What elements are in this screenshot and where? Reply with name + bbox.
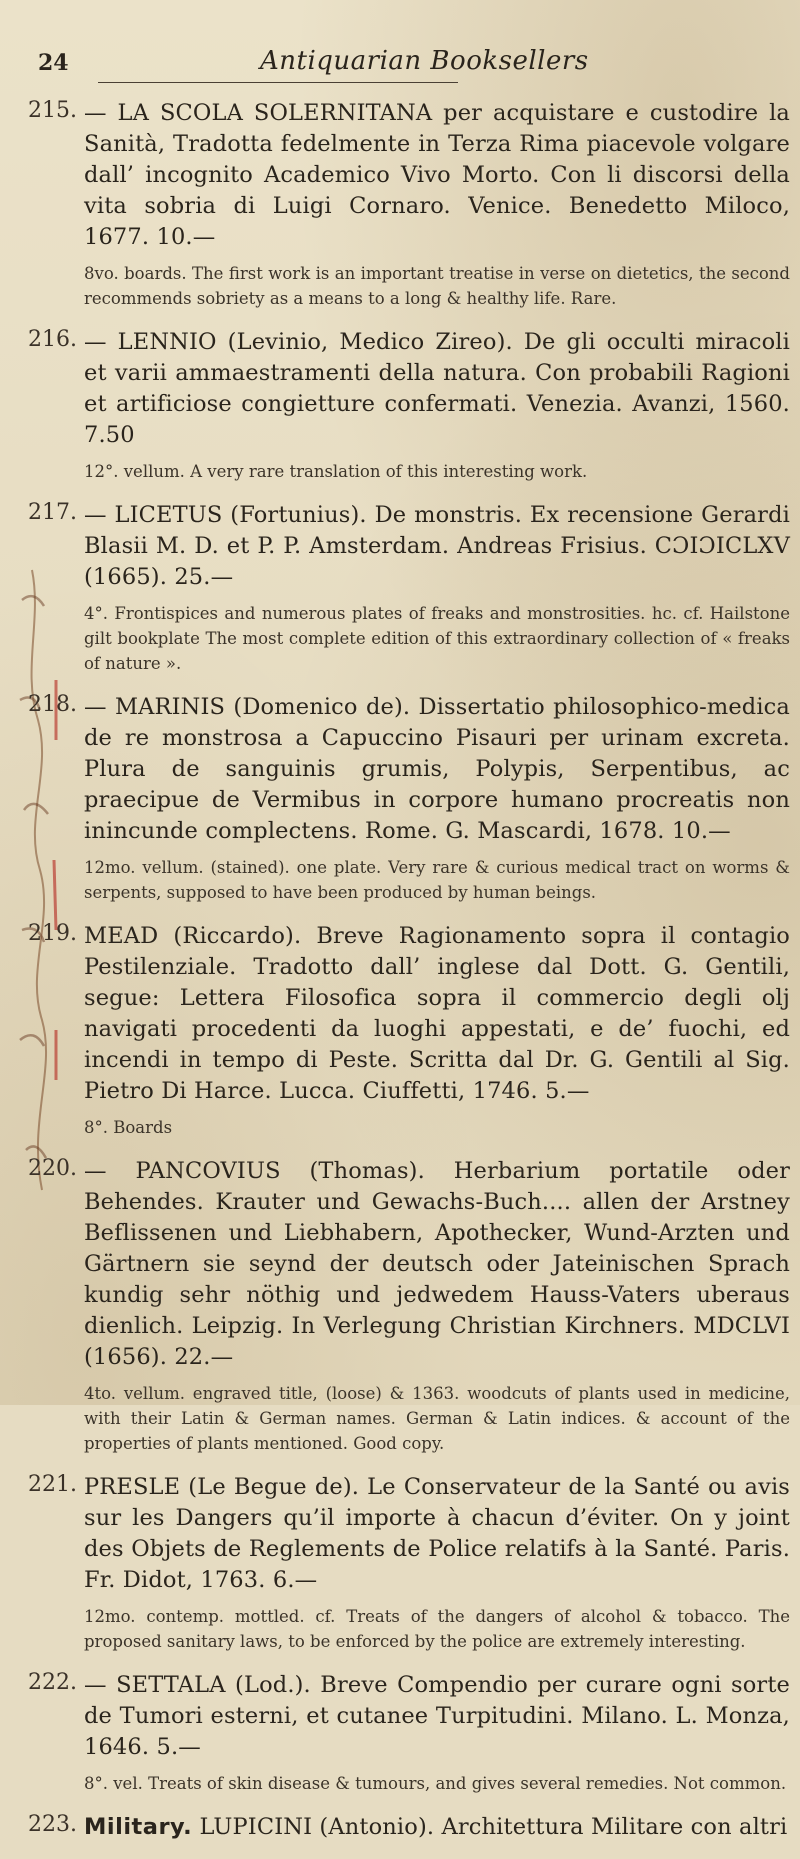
entry-number: 218. (28, 692, 77, 717)
entry-price: 10.— (156, 224, 216, 250)
entry-title: — MARINIS (Domenico de). Dissertatio philosophico-medica de re monstrosa a Capuccino Pisauri per urinam excreta. Plura de sanguinis grumis, Polypis, Serpentibus, ac praecipue de Vermibus in corpore humano procreatis non inincunde complectens. Rome. G. Mascardi, 1678. 10.— (84, 694, 790, 844)
entry-number: 219. (28, 921, 77, 946)
entry-price: 5.— (545, 1078, 590, 1104)
page-number: 24 (38, 50, 69, 76)
catalogue-entry-216 (20, 327, 790, 484)
catalogue-entry-219 (20, 921, 790, 1140)
entry-description: 12°. vellum. A very rare translation of this interesting work. (84, 462, 588, 481)
entry-description: 12mo. vellum. (stained). one plate. Very rare & curious medical tract on worms & serpents, supposed to have been produced by human beings. (84, 858, 790, 902)
entry-description: 12mo. contemp. mottled. cf. Treats of the dangers of alcohol & tobacco. The proposed sanitary laws, to be enforced by the police are extremely interesting. (84, 1607, 790, 1651)
entry-title: — SETTALA (Lod.). Breve Compendio per curare ogni sorte de Tumori esterni, et cutanee Turpitudini. Milano. L. Monza, 1646. 5.— (84, 1672, 790, 1760)
entry-price: 5.— (156, 1734, 201, 1760)
catalogue-entry-222 (20, 1670, 790, 1796)
catalogue-entry-223 (20, 1812, 790, 1843)
entry-number: 220. (28, 1156, 77, 1181)
entry-price: 10.— (671, 818, 731, 844)
catalogue-entry-218 (20, 692, 790, 905)
entry-title: — PANCOVIUS (Thomas). Herbarium portatile oder Behendes. Krauter und Gewachs-Buch.... allen der Arstney Beflissenen und Liebhabern, Apothecker, Wund-Arzten und Gärtnern sie seynd der deutsch oder Jateinischen Sprach kundig sehr nöthig und jedwedem Hauss-Vaters uberaus dienlich. Leipzig. In Verlegung Christian Kirchners. MDCLVI (1656). 22.— (84, 1158, 790, 1370)
catalogue-entries (20, 98, 790, 1859)
entry-number: 216. (28, 327, 77, 352)
entry-description: 4to. vellum. engraved title, (loose) & 1363. woodcuts of plants used in medicine, with their Latin & German names. German & Latin indices. & account of the properties of plants mentioned. Good copy. (84, 1384, 790, 1453)
entry-price: 25.— (174, 564, 234, 590)
catalogue-entry-215 (20, 98, 790, 311)
entry-title: — LICETUS (Fortunius). De monstris. Ex recensione Gerardi Blasii M. D. et P. P. Amsterdam. Andreas Frisius. CƆIƆICLXV (1665). 25.— (84, 502, 790, 590)
header-rule (98, 82, 458, 83)
entry-price: 22.— (174, 1344, 234, 1370)
entry-title: — LA SCOLA SOLERNITANA per acquistare e custodire la Sanità, Tradotta fedelmente in Terza Rima piacevole volgare dall’ incognito Academico Vivo Morto. Con li discorsi della vita sobria di Luigi Cornaro. Venice. Benedetto Miloco, 1677. 10.— (84, 100, 790, 250)
entry-title: MEAD (Riccardo). Breve Ragionamento sopra il contagio Pestilenziale. Tradotto dall’ inglese dal Dott. G. Gentili, segue: Lettera Filosofica sopra il commercio degli olj navigati procedenti da luoghi appestati, e de’ fuochi, ed incendi in tempo di Peste. Scritta dal Dr. G. Gentili al Sig. Pietro Di Harce. Lucca. Ciuffetti, 1746. 5.— (84, 923, 790, 1104)
page-header (38, 42, 778, 82)
section-label: Military. (84, 1814, 193, 1840)
entry-title: Military. LUPICINI (Antonio). Architettura Militare con altri (84, 1814, 788, 1840)
entry-description: 4°. Frontispices and numerous plates of freaks and monstrosities. hc. cf. Hailstone gilt bookplate The most complete edition of this extraordinary collection of « freaks of nature ». (84, 604, 790, 673)
entry-number: 215. (28, 98, 77, 123)
catalogue-entry-220 (20, 1156, 790, 1456)
entry-description: 8°. vel. Treats of skin disease & tumours, and gives several remedies. Not common. (84, 1774, 787, 1793)
entry-description: 8°. Boards (84, 1118, 173, 1137)
catalogue-entry-221 (20, 1472, 790, 1654)
entry-title: — LENNIO (Levinio, Medico Zireo). De gli occulti miracoli et varii ammaestramenti della natura. Con probabili Ragioni et artificiose congietture confermati. Venezia. Avanzi, 1560. 7.50 (84, 329, 790, 448)
entry-price: 7.50 (84, 422, 135, 448)
entry-number: 223. (28, 1812, 77, 1837)
entry-number: 217. (28, 500, 77, 525)
running-title: Antiquarian Booksellers (260, 46, 589, 76)
catalogue-entry-217 (20, 500, 790, 676)
entry-description: 8vo. boards. The first work is an important treatise in verse on dietetics, the second recommends sobriety as a means to a long & healthy life. Rare. (84, 264, 790, 308)
entry-number: 221. (28, 1472, 77, 1497)
entry-number: 222. (28, 1670, 77, 1695)
entry-title: PRESLE (Le Begue de). Le Conservateur de la Santé ou avis sur les Dangers qu’il importe à chacun d’éviter. On y joint des Objets de Reglements de Police relatifs à la Santé. Paris. Fr. Didot, 1763. 6.— (84, 1474, 790, 1593)
entry-price: 6.— (272, 1567, 318, 1593)
